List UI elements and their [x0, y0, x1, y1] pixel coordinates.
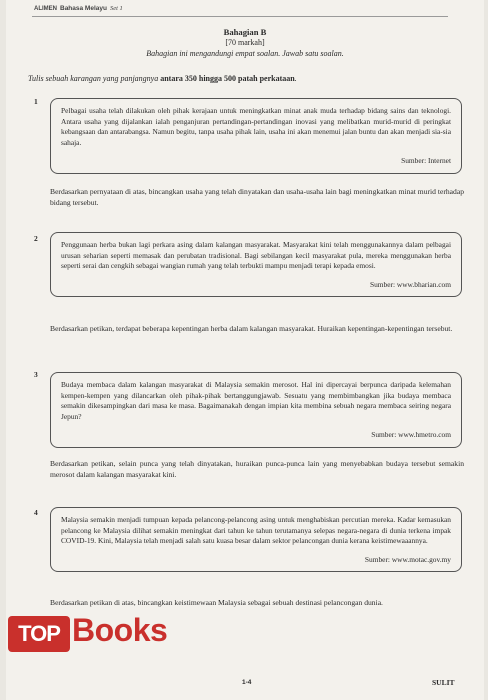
watermark-books-text: Books [72, 612, 168, 648]
question-passage-1 [50, 98, 462, 174]
question-number-4: 4 [34, 508, 38, 517]
question-number-1: 1 [34, 97, 38, 106]
question-prompt-2: Berdasarkan petikan, terdapat beberapa kepentingan herba dalam kalangan masyarakat. Huraikan kepentingan-kepentingan tersebut. [50, 324, 453, 333]
section-title: Bahagian B [223, 27, 267, 37]
question-number-3: 3 [34, 370, 38, 379]
passage-source-3: Sumber: www.hmetro.com [371, 430, 451, 439]
task-suffix: . [294, 74, 297, 83]
passage-source-4: Sumber: www.motac.gov.my [364, 554, 451, 564]
question-prompt-1: Berdasarkan pernyataan di atas, bincangkan usaha yang telah dinyatakan dan usaha-usaha lain bagi meningkatkan minat murid terhadap bidang tersebut. [50, 187, 464, 207]
question-number-2: 2 [34, 234, 38, 243]
question-passage-3 [50, 372, 462, 448]
passage-text-2: Penggunaan herba bukan lagi perkara asing dalam kalangan masyarakat. Masyarakat kini telah menggunakannya dalam pelbagai urusan seharian seperti memasak dan perubatan tradisional. Bagi sebilangan kecil masyarakat pula, mereka menggunakan herba seperti serai dan cengkih sebagai wangian rumah yang telah terbukti mampu menjadi terapi kepada emosi. [61, 240, 451, 270]
page-number: 1-4 [242, 679, 252, 686]
subject-label: Bahasa Melayu [60, 5, 107, 12]
task-instruction [28, 74, 297, 83]
set-label: Set 1 [109, 5, 123, 12]
task-prefix: Tulis sebuah karangan yang panjangnya [28, 74, 161, 83]
question-prompt-3: Berdasarkan petikan, selain punca yang telah dinyatakan, huraikan punca-punca lain yang menyebabkan budaya tersebut semakin merosot dalam kalangan masyarakat kini. [50, 459, 464, 479]
section-instruction: Bahagian ini mengandungi empat soalan. Jawab satu soalan. [146, 49, 344, 58]
passage-text-3: Budaya membaca dalam kalangan masyarakat di Malaysia semakin merosot. Hal ini dipercayai berpunca daripada kelemahan kempen-kempen yang dilancarkan oleh pihak-pihak bertanggungjawab. Sesuatu yang membimbangkan jika budaya membaca semakin dikesampingkan dari masa ke masa. Bagaimanakah dengan impian kita membina sebuah negara membaca seiring negara Jepun? [61, 380, 451, 421]
question-prompt-4: Berdasarkan petikan di atas, bincangkan keistimewaan Malaysia sebagai sebuah destinasi pelancongan dunia. [50, 598, 383, 607]
question-passage-4 [50, 507, 462, 572]
passage-source-1: Sumber: Internet [401, 156, 451, 165]
task-length: antara 350 hingga 500 patah perkataan [160, 74, 295, 83]
confidential-label: SULIT [432, 678, 455, 687]
passage-text-4: Malaysia semakin menjadi tumpuan kepada pelancong-pelancong asing untuk menghabiskan percutian mereka. Kadar kemasukan pelancong ke Malaysia dilihat semakin meningkat dari tahun ke tahun terutamanya selepas negara-negara di dunia terkena impak COVID-19. Kini, Malaysia telah menjadi salah satu kuasa besar dalam sektor pelancongan dunia kerana keistimewaaannya. [61, 515, 451, 545]
topbooks-watermark [8, 610, 193, 658]
section-marks: [70 markah] [225, 38, 265, 47]
page-header [34, 5, 123, 12]
header-divider [32, 16, 448, 17]
passage-text-1: Pelbagai usaha telah dilakukan oleh pihak kerajaan untuk meningkatkan minat anak muda terhadap bidang sains dan teknologi. Antara usaha yang dijalankan ialah penganjuran pertandingan-pertandingan inovasi yang melibatkan murid-murid di peringkat kebangsaan dan antarabangsa. Namun begitu, tanpa usaha pihak lain, usaha ini akan menemui jalan buntu dan akan menjadi sia-sia sahaja. [61, 106, 451, 147]
publisher-logo: ALIMEN [34, 5, 57, 12]
question-passage-2 [50, 232, 462, 297]
exam-page [6, 0, 484, 700]
passage-source-2: Sumber: www.bharian.com [369, 279, 451, 289]
watermark-top-badge: TOP [8, 616, 70, 652]
